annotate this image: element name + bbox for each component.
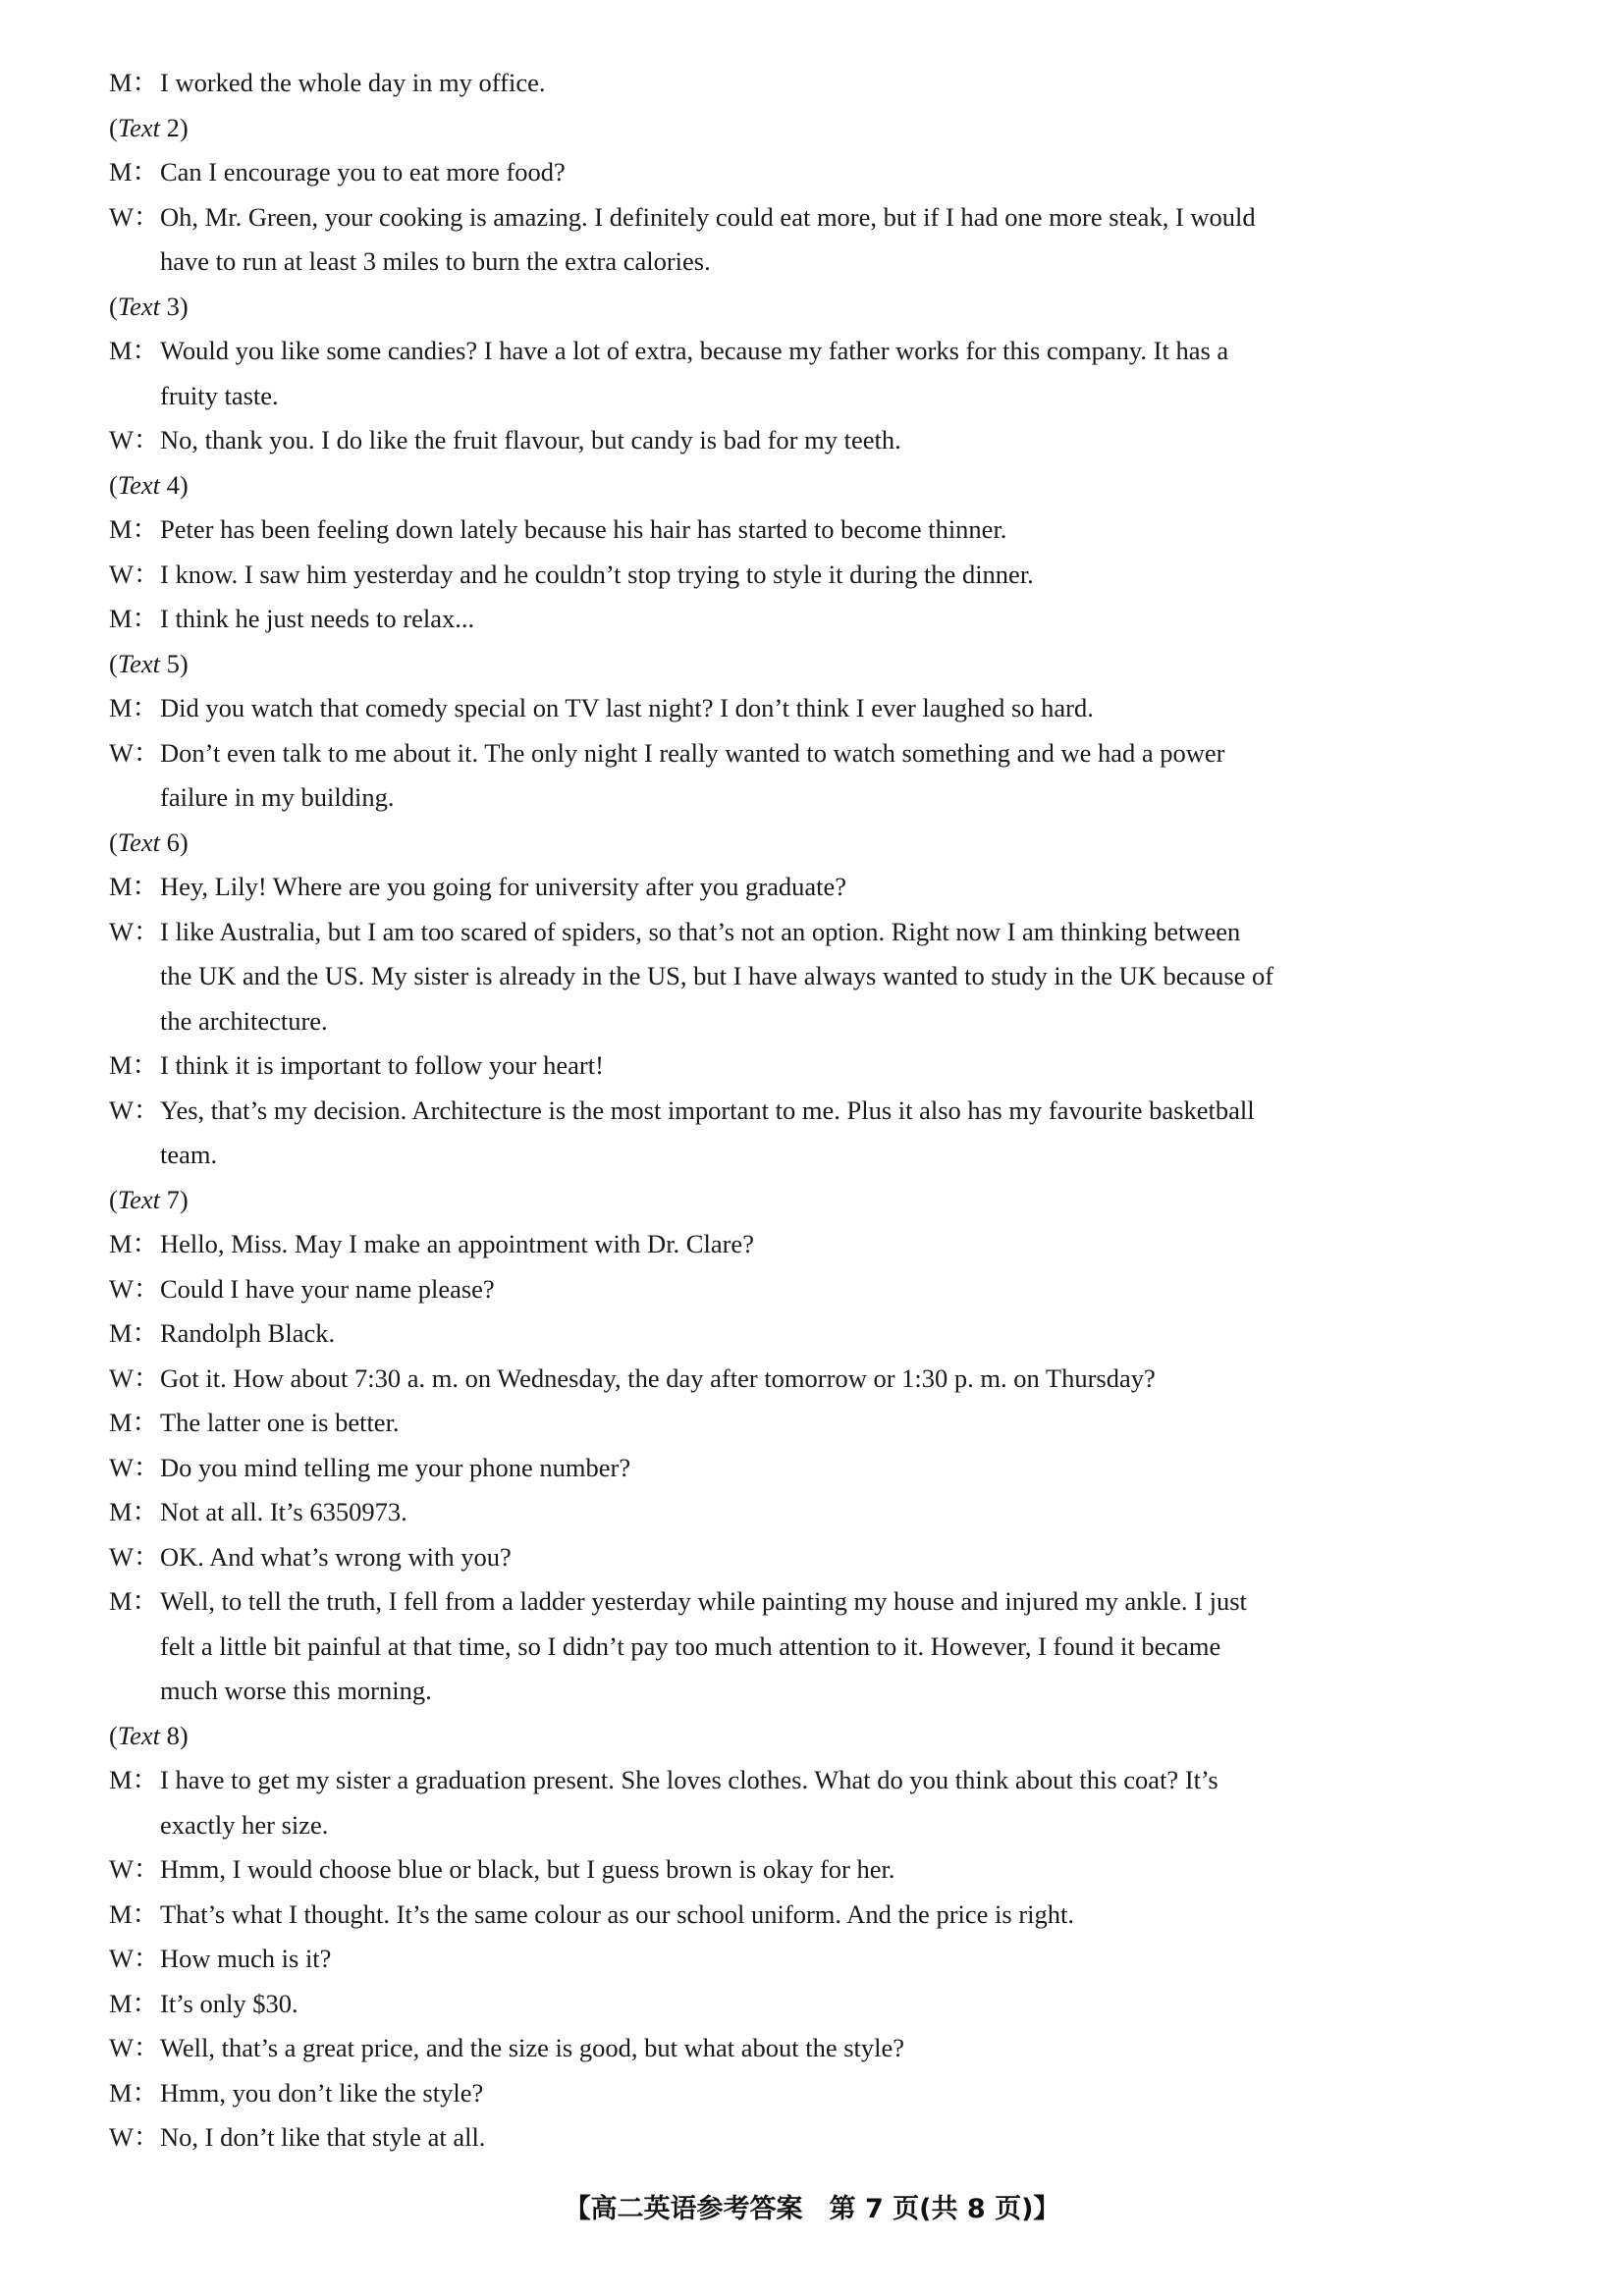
dialogue-text: Not at all. It’s 6350973. [160, 1497, 407, 1526]
dialogue-text: Can I encourage you to eat more food? [160, 157, 566, 187]
dialogue-line [109, 1579, 1531, 1625]
dialogue-line [109, 1043, 1531, 1089]
speaker-label: W： [109, 425, 160, 454]
speaker-label: W： [109, 916, 160, 946]
dialogue-text: Peter has been feeling down lately because his hair has started to become thinner. [160, 514, 1007, 544]
speaker-label: W： [109, 559, 160, 589]
dialogue-text: Hello, Miss. May I make an appointment with Dr. Clare? [160, 1229, 754, 1258]
speaker-label: W： [109, 737, 160, 768]
dialogue-text: Oh, Mr. Green, your cooking is amazing. I definitely could eat more, but if I had one more steak, I would [160, 201, 1256, 232]
dialogue-line [109, 329, 1531, 374]
dialogue-line-continuation [109, 775, 1531, 821]
dialogue-text: have to run at least 3 miles to burn the extra calories. [160, 246, 711, 276]
speaker-label: M： [109, 1898, 159, 1929]
dialogue-text: Well, to tell the truth, I fell from a ladder yesterday while painting my house and injured my ankle. I just [160, 1586, 1247, 1616]
text-section-marker: (Text 7) [109, 1184, 189, 1214]
speaker-label: W： [109, 201, 160, 232]
dialogue-line [109, 1982, 1531, 2027]
dialogue-text: It’s only $30. [160, 1988, 298, 2018]
speaker-label: W： [109, 1944, 160, 1973]
speaker-label: M： [109, 1765, 159, 1794]
text-section-marker: (Text 3) [109, 291, 189, 321]
speaker-label: W： [109, 2033, 160, 2062]
speaker-label: W： [109, 1854, 160, 1884]
dialogue-text: team. [160, 1140, 218, 1169]
text-section-marker: (Text 6) [109, 827, 189, 857]
speaker-label: M： [109, 336, 159, 365]
dialogue-line-continuation [109, 1133, 1531, 1178]
speaker-label: M： [109, 1586, 159, 1616]
dialogue-line [109, 731, 1531, 776]
dialogue-text: Did you watch that comedy special on TV last night? I don’t think I ever laughed so hard. [160, 693, 1094, 722]
dialogue-line-continuation [109, 240, 1531, 285]
speaker-label: M： [109, 1318, 159, 1348]
dialogue-text: fruity taste. [160, 380, 279, 410]
dialogue-text: Could I have your name please? [160, 1273, 495, 1304]
dialogue-line-continuation [109, 374, 1531, 419]
dialogue-text: I think he just needs to relax... [160, 604, 475, 633]
dialogue-line [109, 1311, 1531, 1357]
speaker-label: M： [109, 1229, 159, 1258]
speaker-label: M： [109, 1408, 159, 1437]
dialogue-line-continuation [109, 999, 1531, 1044]
speaker-label: M： [109, 2077, 159, 2108]
dialogue-line [109, 195, 1531, 240]
dialogue-line [109, 61, 1531, 106]
dialogue-text: Would you like some candies? I have a lot of extra, because my father works for this company. It has a [160, 336, 1229, 365]
dialogue-text: the architecture. [160, 1005, 328, 1036]
speaker-label: M： [109, 1050, 159, 1080]
dialogue-line-continuation [109, 1625, 1531, 1670]
dialogue-line [109, 1089, 1531, 1134]
speaker-label: W： [109, 1095, 160, 1125]
speaker-label: W： [109, 2122, 160, 2152]
dialogue-text: Hmm, I would choose blue or black, but I guess brown is okay for her. [160, 1854, 895, 1884]
dialogue-line [109, 1267, 1531, 1312]
dialogue-text: much worse this morning. [160, 1676, 432, 1705]
dialogue-text: Hmm, you don’t like the style? [160, 2077, 484, 2108]
speaker-label: M： [109, 872, 159, 901]
dialogue-line [109, 1490, 1531, 1535]
dialogue-line [109, 865, 1531, 910]
page-footer: 【高二英语参考答案 第 7 页(共 8 页)】 [564, 2194, 1060, 2224]
dialogue-line-continuation [109, 1669, 1531, 1714]
dialogue-line [109, 150, 1531, 195]
speaker-label: M： [109, 1497, 159, 1526]
dialogue-line-continuation [109, 954, 1531, 999]
dialogue-line [109, 910, 1531, 955]
dialogue-line [109, 1357, 1531, 1402]
speaker-label: M： [109, 1988, 159, 2018]
dialogue-line [109, 1937, 1531, 1982]
dialogue-text: No, I don’t like that style at all. [160, 2122, 486, 2152]
dialogue-text: The latter one is better. [160, 1408, 400, 1437]
speaker-label: W： [109, 1452, 160, 1482]
dialogue-line [109, 418, 1531, 463]
dialogue-text: I think it is important to follow your heart! [160, 1050, 604, 1080]
dialogue-text: I know. I saw him yesterday and he couldn’t stop trying to style it during the dinner. [160, 559, 1034, 589]
dialogue-text: the UK and the US. My sister is already in the US, but I have always wanted to study in the UK because of [160, 961, 1274, 990]
dialogue-text: Got it. How about 7:30 a. m. on Wednesday, the day after tomorrow or 1:30 p. m. on Thursday? [160, 1362, 1156, 1393]
dialogue-text: I worked the whole day in my office. [160, 68, 546, 97]
speaker-label: M： [109, 157, 159, 187]
dialogue-line [109, 597, 1531, 642]
speaker-label: M： [109, 68, 159, 97]
dialogue-line [109, 686, 1531, 731]
dialogue-text: Yes, that’s my decision. Architecture is the most important to me. Plus it also has my favourite basketball [160, 1095, 1255, 1125]
text-section-marker: (Text 8) [109, 1720, 189, 1750]
dialogue-text: failure in my building. [160, 782, 395, 812]
dialogue-line [109, 553, 1531, 598]
dialogue-text: Randolph Black. [160, 1318, 336, 1348]
dialogue-line [109, 1401, 1531, 1446]
dialogue-line [109, 2026, 1531, 2071]
text-section-marker: (Text 2) [109, 112, 189, 142]
dialogue-text: Do you mind telling me your phone number? [160, 1452, 631, 1482]
dialogue-line-continuation [109, 1803, 1531, 1848]
text-section-marker: (Text 5) [109, 648, 189, 678]
dialogue-line [109, 1758, 1531, 1803]
dialogue-line [109, 2071, 1531, 2116]
dialogue-text: That’s what I thought. It’s the same colour as our school uniform. And the price is right. [160, 1898, 1075, 1929]
dialogue-text: Hey, Lily! Where are you going for university after you graduate? [160, 872, 847, 901]
dialogue-text: Well, that’s a great price, and the size is good, but what about the style? [160, 2033, 905, 2062]
dialogue-line [109, 1535, 1531, 1580]
dialogue-text: No, thank you. I do like the fruit flavour, but candy is bad for my teeth. [160, 425, 901, 454]
dialogue-text: I have to get my sister a graduation present. She loves clothes. What do you think about this coat? It’s [160, 1765, 1218, 1794]
speaker-label: W： [109, 1541, 160, 1572]
speaker-label: W： [109, 1362, 160, 1393]
dialogue-line [109, 2115, 1531, 2161]
speaker-label: M： [109, 693, 159, 722]
dialogue-text: exactly her size. [160, 1809, 329, 1840]
dialogue-line [109, 1446, 1531, 1491]
dialogue-line [109, 1893, 1531, 1938]
speaker-label: M： [109, 514, 159, 544]
dialogue-text: I like Australia, but I am too scared of spiders, so that’s not an option. Right now I am thinking between [160, 916, 1241, 946]
dialogue-line [109, 1222, 1531, 1267]
speaker-label: M： [109, 604, 159, 633]
dialogue-line [109, 507, 1531, 553]
dialogue-text: How much is it? [160, 1944, 332, 1973]
dialogue-line [109, 1847, 1531, 1893]
dialogue-text: OK. And what’s wrong with you? [160, 1541, 512, 1572]
text-section-marker: (Text 4) [109, 469, 189, 500]
speaker-label: W： [109, 1273, 160, 1304]
dialogue-text: Don’t even talk to me about it. The only night I really wanted to watch something and we had a power [160, 737, 1225, 768]
transcript-body [109, 61, 1531, 2161]
dialogue-text: felt a little bit painful at that time, so I didn’t pay too much attention to it. However, I found it became [160, 1630, 1221, 1661]
